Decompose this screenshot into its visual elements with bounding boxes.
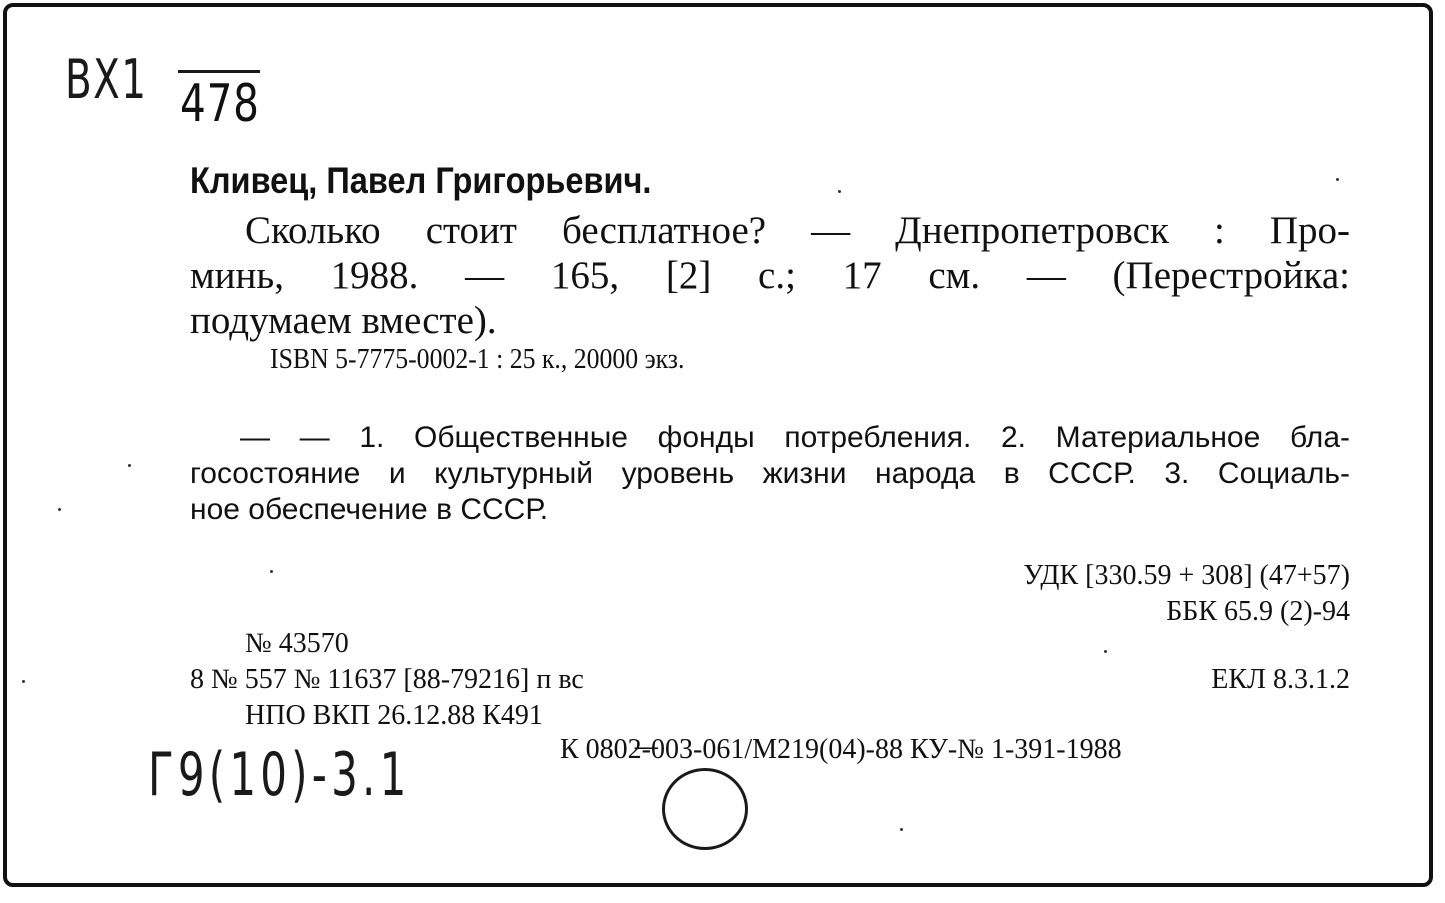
title-block [190, 208, 1350, 343]
shelf-mark: BX1 [65, 48, 148, 111]
bbk-code: ББК 65.9 (2)-94 [1166, 596, 1350, 627]
stamp-circle [662, 768, 748, 850]
subject-line-1: — — 1. Общественные фонды потребления. 2. Материальное бла- [240, 421, 1350, 454]
shelf-mark-number: 478 [180, 74, 260, 134]
isbn-line: ISBN 5-7775-0002-1 : 25 к., 20000 экз. [270, 344, 685, 375]
npo-line: НПО ВКП 26.12.88 К491 [245, 700, 543, 731]
subject-line-3: ное обеспечение в СССР. [190, 493, 549, 526]
speck [58, 508, 61, 511]
speck [900, 828, 903, 831]
speck [270, 570, 273, 573]
subject-headings [190, 420, 1350, 528]
speck [22, 680, 25, 683]
handwritten-code: Г9(10)-3.1 [148, 740, 411, 810]
ekl-code: ЕКЛ 8.3.1.2 [1211, 664, 1350, 695]
udk-code: УДК [330.59 + 308] (47+57) [1023, 560, 1350, 591]
shelf-mark-fraction [174, 56, 274, 136]
speck [838, 190, 841, 193]
fraction-bar [178, 70, 260, 73]
record-number: № 43570 [245, 628, 349, 659]
speck [1336, 178, 1339, 181]
speck [1104, 650, 1107, 653]
k-code-line: К 0802̶-̶003-061/М219(04)-88 КУ-№ 1-391-1988 [560, 734, 1122, 765]
speck [128, 464, 131, 467]
record-order-line: 8 № 557 № 11637 [88-79216] п вс [190, 664, 584, 695]
title-line-2: минь, 1988. — 165, [2] с.; 17 см. — (Перестройка: [190, 254, 1350, 297]
title-line-3: подумаем вместе). [190, 299, 497, 342]
title-line-1: Сколько стоит бесплатное? — Днепропетровск : Про- [245, 209, 1350, 252]
author-heading: Кливец, Павел Григорьевич. [190, 160, 652, 201]
subject-line-2: госостояние и культурный уровень жизни народа в СССР. 3. Социаль- [190, 457, 1350, 490]
